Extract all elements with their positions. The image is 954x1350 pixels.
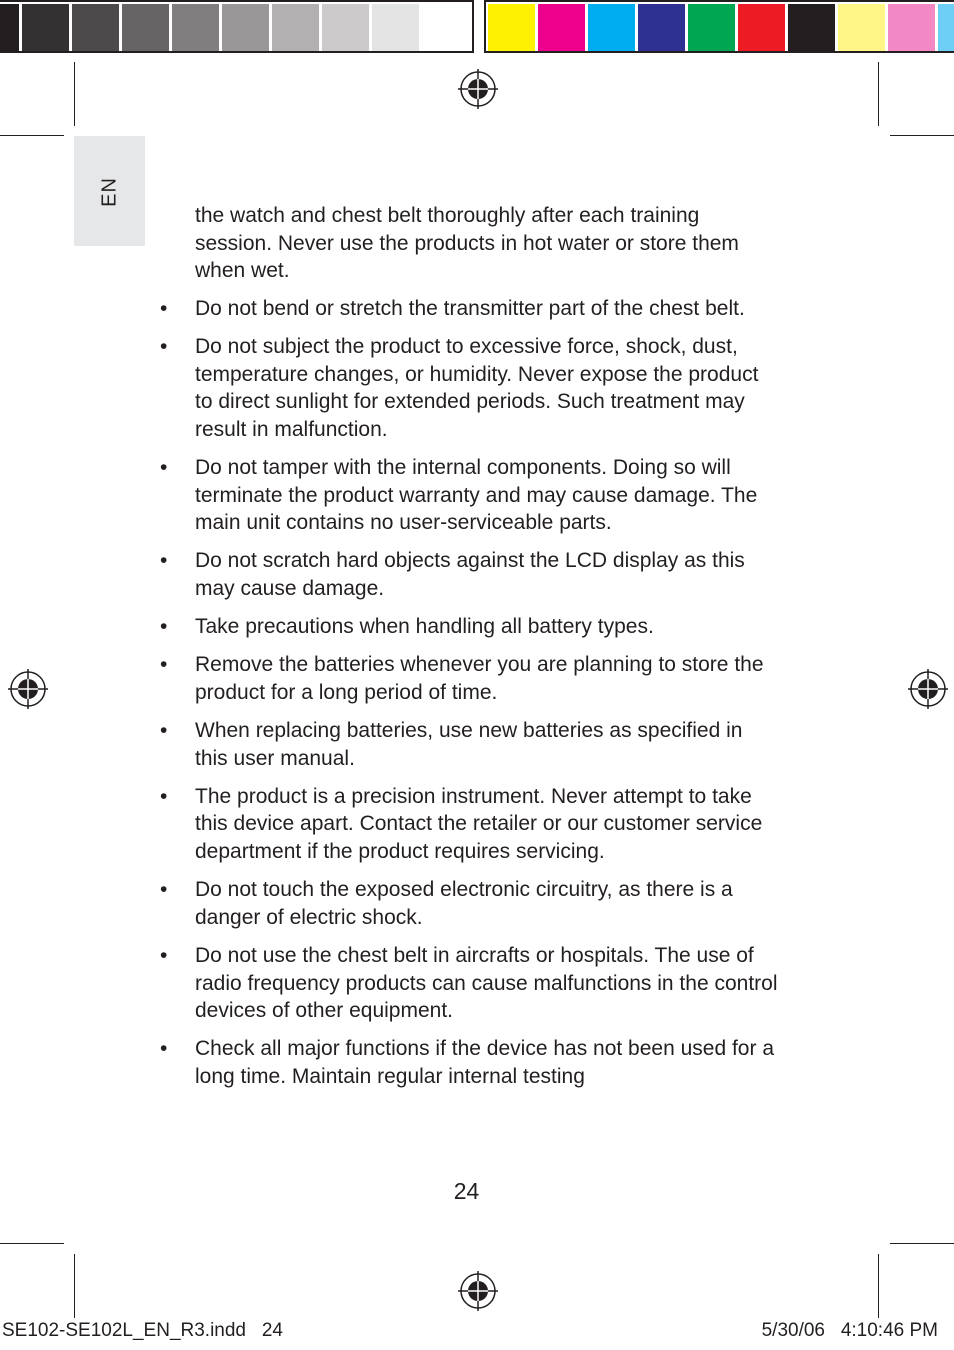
list-item (160, 717, 780, 772)
gray-swatch (322, 4, 369, 51)
color-swatch (938, 4, 954, 51)
bullet-marker: • (160, 878, 168, 902)
color-swatch (588, 4, 635, 51)
list-item-text: When replacing batteries, use new batteries as specified in this user manual. (195, 719, 743, 770)
grayscale-bar (0, 0, 474, 53)
bullet-marker: • (160, 1037, 168, 1061)
gray-swatch (172, 4, 219, 51)
registration-mark-icon (458, 69, 498, 109)
crop-mark-bottom-left-h (0, 1243, 64, 1244)
list-item-text: Check all major functions if the device has not been used for a long time. Maintain regular internal testing (195, 1037, 774, 1088)
intro-continuation: the watch and chest belt thoroughly after each training session. Never use the products in hot water or store them when wet. (195, 204, 739, 283)
bullet-marker: • (160, 615, 168, 639)
crop-mark-top-right-v (878, 62, 879, 126)
gray-swatch (422, 4, 469, 51)
list-item-text: Do not touch the exposed electronic circuitry, as there is a danger of electric shock. (195, 878, 733, 929)
list-item (160, 942, 780, 1025)
gray-swatch (0, 4, 19, 51)
color-swatch (838, 4, 885, 51)
color-swatch (788, 4, 835, 51)
list-item-text: Do not subject the product to excessive force, shock, dust, temperature changes, or humidity. Never expose the product to direct sunlight for extended periods. Such treatment may result in malfunction. (195, 334, 759, 441)
color-swatch (888, 4, 935, 51)
gray-swatch (22, 4, 69, 51)
gray-swatch (122, 4, 169, 51)
crop-mark-top-left-h (0, 135, 64, 136)
process-color-bar (484, 0, 954, 53)
bullet-marker: • (160, 653, 168, 677)
slug-timestamp: 5/30/06 4:10:46 PM (761, 1320, 938, 1341)
language-tab (74, 136, 145, 246)
list-item (160, 454, 780, 537)
color-swatch (638, 4, 685, 51)
page-number: 24 (453, 1178, 480, 1204)
crop-mark-bottom-right-h (890, 1243, 954, 1244)
bullet-marker: • (160, 784, 168, 808)
gray-swatch (372, 4, 419, 51)
registration-mark-icon (8, 669, 48, 709)
language-tab-label: EN (98, 177, 120, 207)
bullet-marker: • (160, 549, 168, 573)
bullet-list (160, 295, 780, 1091)
crop-mark-top-right-h (890, 135, 954, 136)
gray-swatch (272, 4, 319, 51)
color-swatch (688, 4, 735, 51)
gray-swatch (222, 4, 269, 51)
crop-mark-bottom-right-v (878, 1254, 879, 1318)
bullet-marker: • (160, 944, 168, 967)
list-item (160, 783, 780, 866)
list-item (160, 333, 780, 443)
list-item (160, 651, 780, 706)
bullet-marker: • (160, 719, 168, 743)
list-item-text: Take precautions when handling all battery types. (195, 615, 654, 639)
list-item (160, 295, 780, 323)
crop-mark-bottom-left-v (74, 1254, 75, 1318)
list-item-text: Do not bend or stretch the transmitter part of the chest belt. (195, 296, 745, 320)
crop-mark-top-left-v (74, 62, 75, 126)
gray-swatch (72, 4, 119, 51)
list-item (160, 1035, 780, 1090)
bullet-marker: • (160, 455, 168, 479)
list-item-text: Remove the batteries whenever you are planning to store the product for a long period of time. (195, 653, 764, 704)
list-item (160, 876, 780, 931)
list-item (160, 613, 780, 641)
slug-file-name: SE102-SE102L_EN_R3.indd 24 (2, 1320, 283, 1341)
list-item (160, 547, 780, 602)
list-item-text: Do not use the chest belt in aircrafts or hospitals. The use of radio frequency products can cause malfunctions in the control devices of other equipment. (195, 944, 778, 1023)
page-content (160, 202, 780, 1101)
registration-mark-icon (458, 1271, 498, 1311)
list-item-text: Do not tamper with the internal components. Doing so will terminate the product warranty and may cause damage. The main unit contains no user-serviceable parts. (195, 455, 758, 535)
bullet-marker: • (160, 334, 168, 358)
list-item-text: Do not scratch hard objects against the LCD display as this may cause damage. (195, 549, 745, 600)
color-swatch (738, 4, 785, 51)
list-item-text: The product is a precision instrument. Never attempt to take this device apart. Contact the retailer or our customer service department if the product requires servicing. (195, 784, 763, 864)
color-swatch (538, 4, 585, 51)
bullet-marker: • (160, 296, 168, 320)
registration-mark-icon (908, 669, 948, 709)
color-swatch (488, 4, 535, 51)
